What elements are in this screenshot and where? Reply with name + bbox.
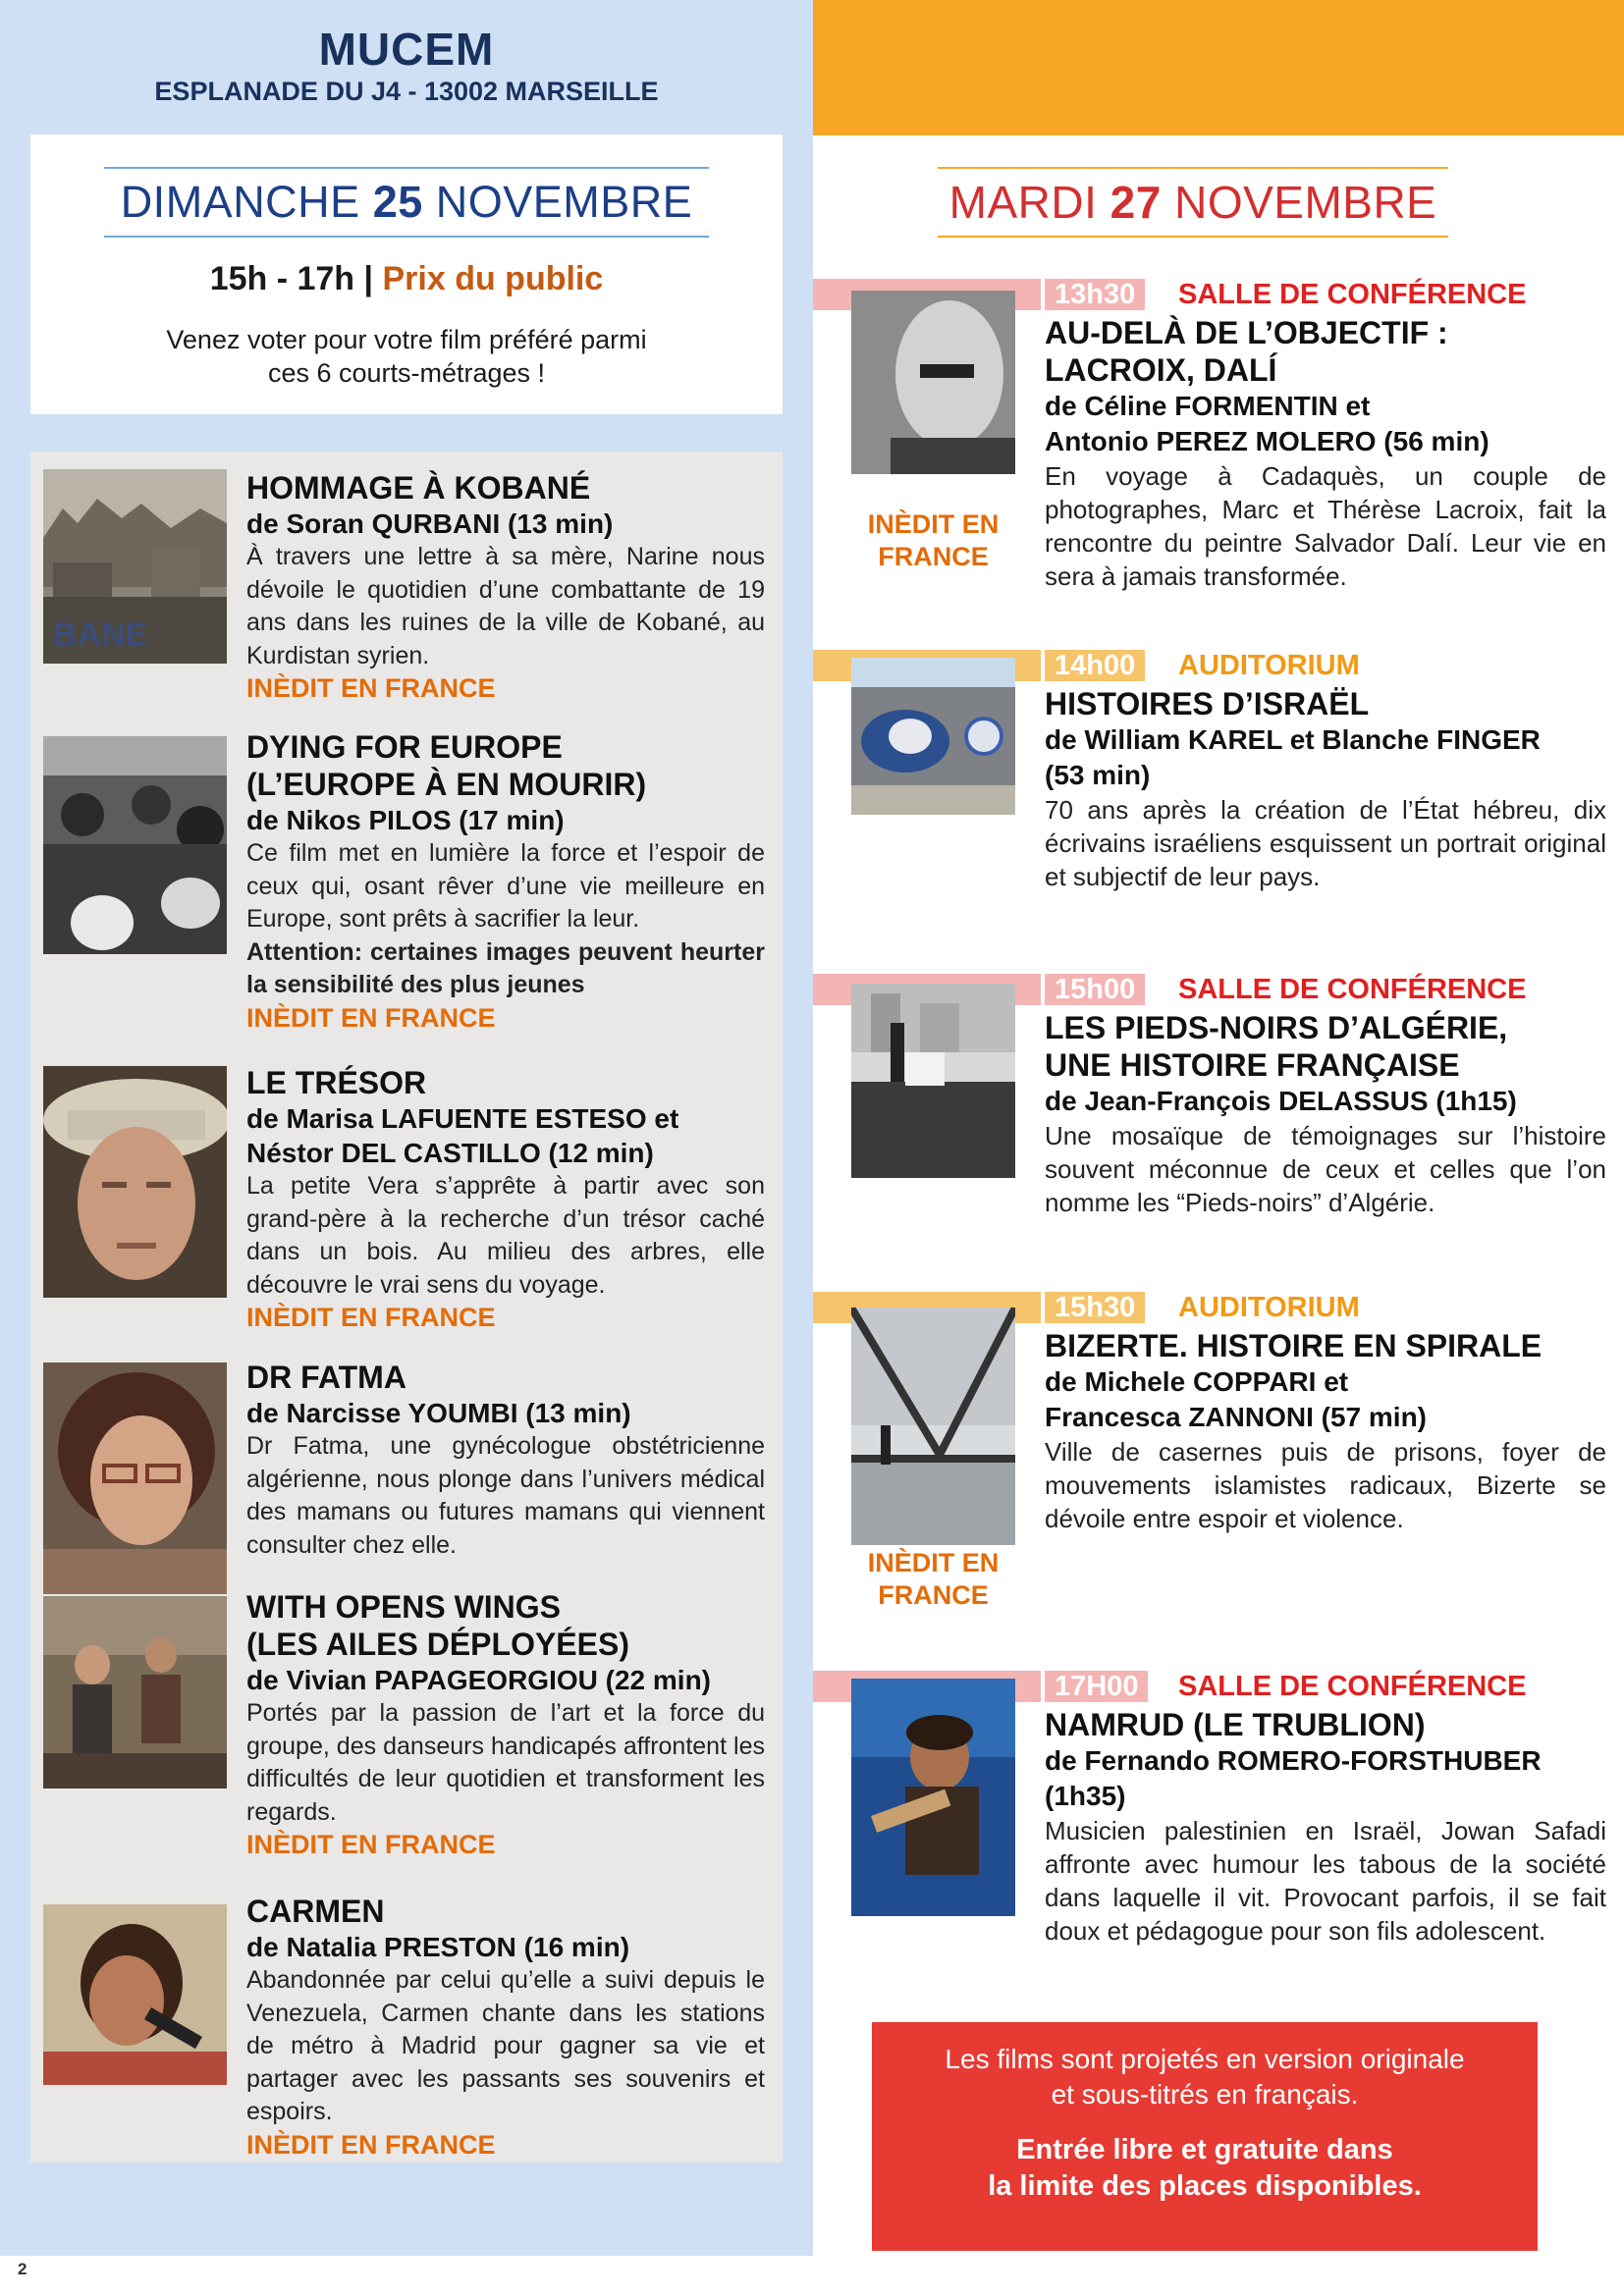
film-description: À travers une lettre à sa mère, Narine nous dévoile le quotidien d’une combattante de 19 ans dans les ruines de la ville de Kobané, au Kurdistan syrien. (246, 543, 765, 669)
session-text (1045, 685, 1606, 893)
sunday-header-box (30, 134, 783, 414)
session-room: AUDITORIUM (1178, 650, 1360, 681)
film-title: DR FATMA (246, 1360, 406, 1395)
session-director: de Michele COPPARI et (1045, 1366, 1349, 1397)
session-description: Musicien palestinien en Israël, Jowan Safadi affronte avec humour les tabous de la société dans laquelle il vit. Provocant parfois, il se fait doux et pédagogue pour son fils adolescent. (1045, 1816, 1606, 1946)
film-director: de Nikos PILOS (17 min) (246, 805, 565, 835)
session-director-cont: Antonio PEREZ MOLERO (56 min) (1045, 426, 1489, 456)
session-title: AU-DELÀ DE L’OBJECTIF : (1045, 315, 1448, 350)
session-time: 13h30 (1045, 279, 1145, 310)
notice-line: et sous-titrés en français. (1051, 2079, 1359, 2109)
film-description: Abandonnée par celui qu’elle a suivi depuis le Venezuela, Carmen chante dans les stations de métro à Madrid pour gagner sa vie et partager avec les passants ses souvenirs et espoirs. (246, 1966, 765, 2125)
session-text (1045, 1009, 1606, 1219)
session-time: 17H00 (1045, 1671, 1148, 1702)
tuesday-title: MARDI 27 NOVEMBRE (948, 177, 1437, 228)
premiere-badge: INÈDIT EN FRANCE (246, 673, 496, 703)
film-title: LE TRÉSOR (246, 1065, 427, 1100)
session-title: LES PIEDS-NOIRS D’ALGÉRIE, (1045, 1010, 1508, 1045)
session-title: NAMRUD (LE TRUBLION) (1045, 1707, 1426, 1742)
sunday-title-rule (104, 167, 709, 238)
film-description: Ce film met en lumière la force et l’espoir de ceux qui, osant rêver d’une vie meilleure en Europe, sont prêts à sacrifier la leur. (246, 839, 765, 933)
prize-label: Prix du public (382, 260, 604, 297)
film-title: HOMMAGE À KOBANÉ (246, 470, 591, 506)
film-thumbnail-crowd (43, 736, 227, 954)
film-director: de Natalia PRESTON (16 min) (246, 1932, 630, 1962)
short-films-list (30, 452, 783, 2163)
sunday-time: 15h - 17h (209, 260, 355, 297)
film-text (246, 1359, 765, 1562)
venue-header (0, 24, 813, 108)
session-room: SALLE DE CONFÉRENCE (1178, 279, 1527, 310)
film-title-translation: (L’EUROPE À EN MOURIR) (246, 767, 647, 802)
session-time: 15h30 (1045, 1292, 1145, 1323)
session-title-cont: LACROIX, DALÍ (1045, 352, 1277, 388)
top-orange-band (813, 0, 1624, 135)
film-text (246, 1064, 765, 1334)
page-number: 2 (18, 2260, 27, 2278)
premiere-badge: INÈDIT EN FRANCE (867, 509, 1000, 571)
notice-entry-free-cont: la limite des places disponibles. (988, 2170, 1422, 2202)
film-title-translation: (LES AILES DÉPLOYÉES) (246, 1627, 629, 1662)
session-description: Ville de casernes puis de prisons, foyer de mouvements islamistes radicaux, Bizerte se dévoile entre espoir et violence. (1045, 1437, 1606, 1533)
left-column (0, 0, 813, 2256)
info-notice (872, 2022, 1538, 2251)
premiere-badge: INÈDIT EN FRANCE (867, 1548, 1000, 1610)
sunday-title: DIMANCHE 25 NOVEMBRE (120, 177, 693, 227)
premiere-badge: INÈDIT EN FRANCE (246, 1002, 496, 1033)
film-title: DYING FOR EUROPE (246, 729, 563, 765)
film-text (246, 1893, 765, 2162)
session-director-cont: (1h35) (1045, 1781, 1126, 1811)
session-description: Une mosaïque de témoignages sur l’histoire souvent méconnue de ceux et celles que l’on nomme les “Pieds-noirs” d’Algérie. (1045, 1121, 1606, 1217)
film-director: de Vivian PAPAGEORGIOU (22 min) (246, 1665, 711, 1695)
film-text (246, 469, 765, 705)
session-director: de Fernando ROMERO-FORSTHUBER (1045, 1745, 1542, 1776)
session-description: En voyage à Cadaquès, un couple de photographes, Marc et Thérèse Lacroix, fait la rencontre du peintre Salvador Dalí. Leur vie en sera à jamais transformée. (1045, 461, 1606, 591)
session-thumbnail-musician (851, 1679, 1015, 1916)
session-thumbnail-mural (851, 658, 1015, 815)
film-thumbnail-dancers (43, 1596, 227, 1789)
venue-address: ESPLANADE DU J4 - 13002 MARSEILLE (154, 77, 659, 106)
session-time: 14h00 (1045, 650, 1145, 681)
session-thumbnail-bridge (851, 1308, 1015, 1545)
sunday-subtitle: 15h - 17h | Prix du public (209, 260, 604, 297)
film-description: Portés par la passion de l’art et la force du groupe, des danseurs handicapés affrontent les difficultés de leur quotidien et transforment les regards. (246, 1699, 765, 1826)
film-director: de Narcisse YOUMBI (13 min) (246, 1398, 631, 1428)
film-thumbnail-old-man (43, 1066, 227, 1298)
premiere-badge: INÈDIT EN FRANCE (246, 2129, 496, 2160)
film-text (246, 1588, 765, 1861)
session-title: HISTOIRES D’ISRAËL (1045, 686, 1370, 721)
session-text (1045, 1706, 1606, 1948)
film-description: Dr Fatma, une gynécologue obstétricienne algérienne, nous plonge dans l’univers médical des mamans ou futures mamans qui viennent consulter chez elle. (246, 1432, 765, 1559)
session-director: de William KAREL et Blanche FINGER (1045, 724, 1541, 755)
session-title: BIZERTE. HISTOIRE EN SPIRALE (1045, 1328, 1543, 1363)
session-title-cont: UNE HISTOIRE FRANÇAISE (1045, 1047, 1460, 1083)
notice-entry-free: Entrée libre et gratuite dans (1016, 2134, 1393, 2165)
premiere-badge: INÈDIT EN FRANCE (246, 1303, 496, 1332)
content-warning: Attention: certaines images peuvent heurter la sensibilité des plus jeunes (246, 937, 765, 998)
session-thumbnail-crowd (851, 984, 1015, 1178)
session-room: SALLE DE CONFÉRENCE (1178, 974, 1527, 1005)
film-director: de Soran QURBANI (13 min) (246, 508, 614, 539)
session-time: 15h00 (1045, 974, 1145, 1005)
film-title: CARMEN (246, 1894, 385, 1929)
session-director-cont: (53 min) (1045, 760, 1151, 790)
venue-name: MUCEM (318, 24, 495, 75)
film-director-cont: Néstor DEL CASTILLO (12 min) (246, 1138, 654, 1168)
film-description: La petite Vera s’apprête à partir avec son grand-père à la recherche d’un trésor caché dans un bois. Au milieu des arbres, elle découvre le vrai sens du voyage. (246, 1172, 765, 1299)
session-thumbnail-portrait (851, 291, 1015, 474)
film-title: WITH OPENS WINGS (246, 1589, 561, 1625)
session-director: de Céline FORMENTIN et (1045, 391, 1371, 421)
svg-text:BANE: BANE (53, 616, 148, 654)
notice-line: Les films sont projetés en version originale (945, 2044, 1465, 2074)
film-text (246, 728, 765, 1035)
sunday-description: Venez voter pour votre film préféré parmi ces 6 courts-métrages ! (166, 325, 647, 388)
film-director: de Marisa LAFUENTE ESTESO et (246, 1103, 679, 1134)
film-thumbnail-doctor (43, 1362, 227, 1594)
session-text (1045, 1327, 1606, 1535)
session-text (1045, 314, 1606, 593)
session-description: 70 ans après la création de l’État hébreu, dix écrivains israéliens esquissent un portrait original et subjectif de leur pays. (1045, 795, 1606, 891)
film-thumbnail-ruins (43, 469, 227, 664)
session-director: de Jean-François DELASSUS (1h15) (1045, 1086, 1517, 1116)
premiere-badge: INÈDIT EN FRANCE (246, 1830, 496, 1859)
session-room: SALLE DE CONFÉRENCE (1178, 1671, 1527, 1702)
session-room: AUDITORIUM (1178, 1292, 1360, 1323)
film-thumbnail-singer (43, 1904, 227, 2085)
tuesday-title-rule (938, 167, 1448, 238)
session-director-cont: Francesca ZANNONI (57 min) (1045, 1402, 1427, 1432)
